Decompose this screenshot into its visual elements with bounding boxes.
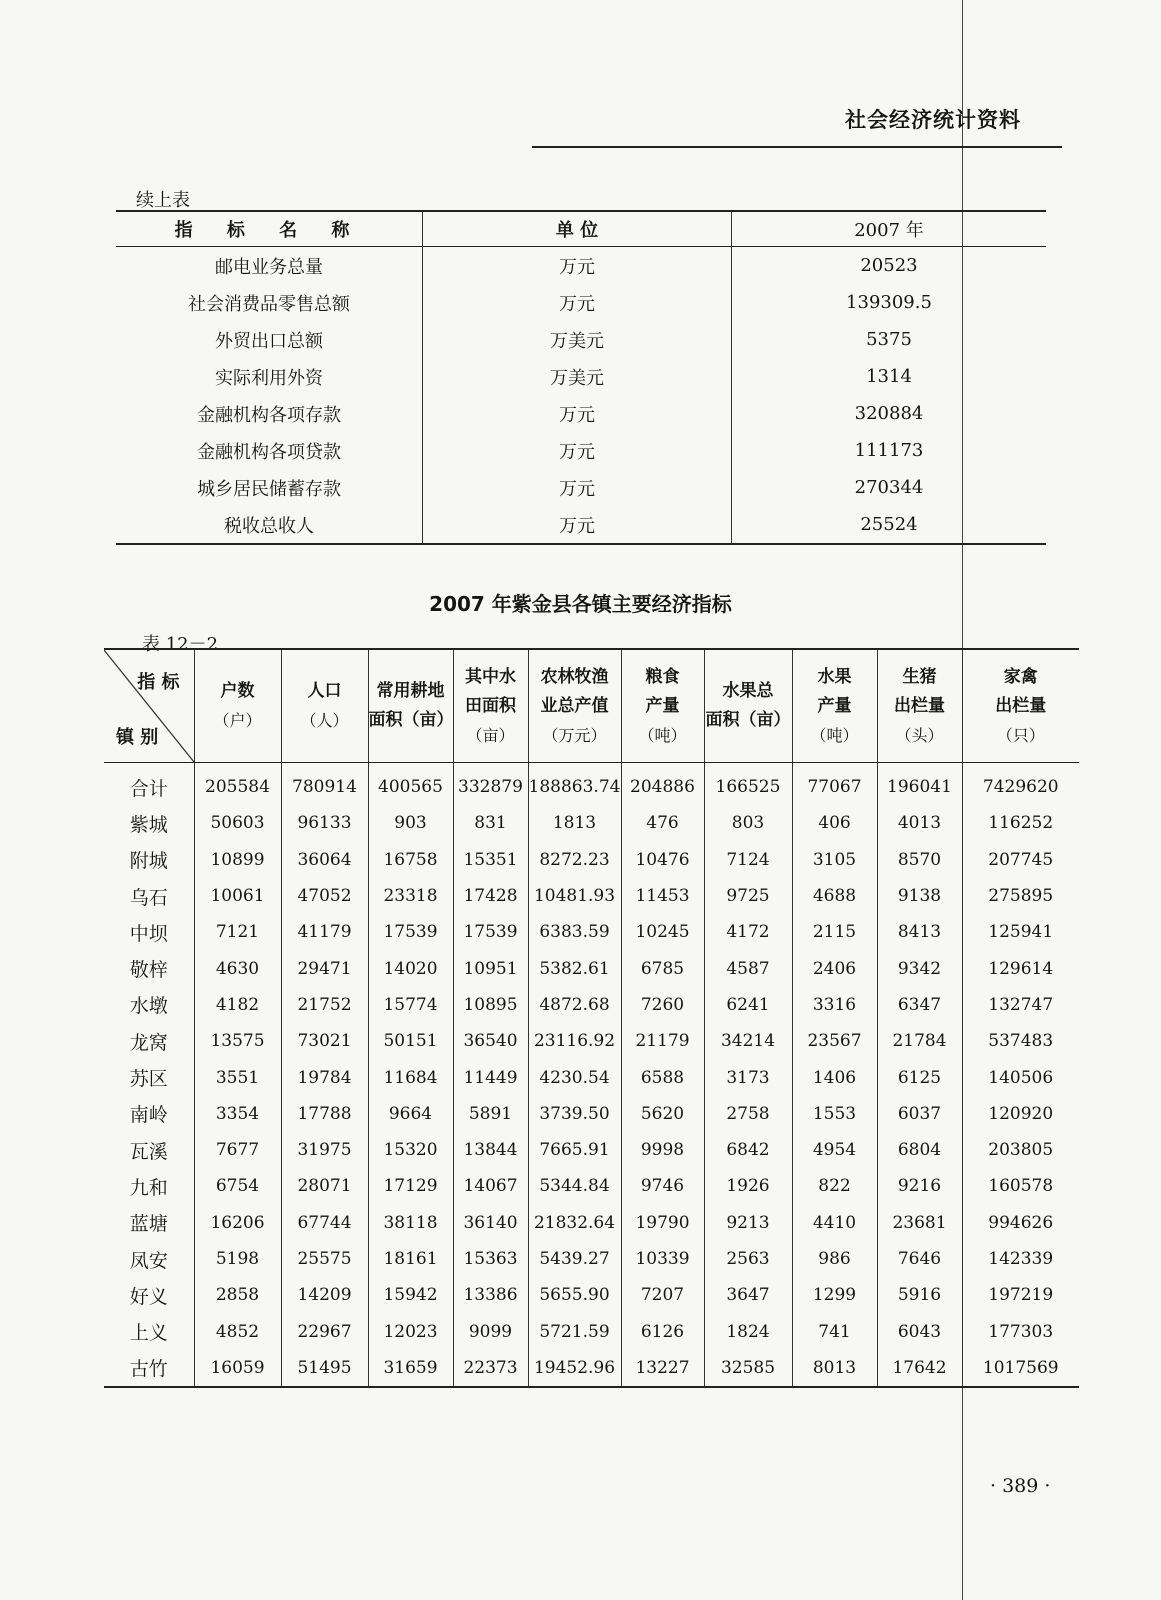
value-cell: 22373 — [453, 1350, 528, 1387]
value-cell: 17642 — [877, 1350, 962, 1387]
corner-label-town: 镇 别 — [116, 727, 159, 748]
value-cell: 21832.64 — [528, 1205, 621, 1241]
value-cell: 6383.59 — [528, 914, 621, 950]
indicator-name-cell: 邮电业务总量 — [215, 256, 323, 278]
value-cell: 6037 — [877, 1096, 962, 1132]
column-header — [621, 649, 704, 763]
value-cell: 31975 — [281, 1132, 368, 1168]
town-name-cell: 上义 — [129, 1322, 168, 1345]
value-cell: 132747 — [962, 987, 1079, 1023]
value-cell: 9342 — [877, 950, 962, 986]
value-cell: 29471 — [281, 950, 368, 986]
town-row — [104, 914, 1079, 950]
town-row — [104, 1023, 1079, 1059]
value-cell: 9664 — [368, 1096, 453, 1132]
value-cell: 1824 — [704, 1313, 792, 1349]
value-cell: 6347 — [877, 987, 962, 1023]
value-cell: 16206 — [194, 1205, 281, 1241]
town-row — [104, 1313, 1079, 1349]
value-cell: 1406 — [792, 1059, 877, 1095]
value-cell: 23681 — [877, 1205, 962, 1241]
town-name-cell: 中坝 — [129, 922, 168, 945]
indicator-row — [116, 284, 1046, 321]
value-cell: 275895 — [962, 878, 1079, 914]
value-cell: 7260 — [621, 987, 704, 1023]
value-cell: 73021 — [281, 1023, 368, 1059]
column-header-line: 人口 — [307, 681, 342, 701]
indicator-name-cell: 金融机构各项存款 — [197, 404, 341, 426]
value-cell: 3551 — [194, 1059, 281, 1095]
value-cell: 5721.59 — [528, 1313, 621, 1349]
value-cell: 13575 — [194, 1023, 281, 1059]
value-cell: 6043 — [877, 1313, 962, 1349]
town-row — [104, 1168, 1079, 1204]
value-cell: 188863.74 — [528, 763, 621, 806]
column-unit: （头） — [895, 725, 944, 745]
value-cell: 9746 — [621, 1168, 704, 1204]
value-cell: 10245 — [621, 914, 704, 950]
town-name-cell: 凤安 — [129, 1249, 168, 1272]
value-cell: 17428 — [453, 878, 528, 914]
value-cell: 1926 — [704, 1168, 792, 1204]
value-cell: 9099 — [453, 1313, 528, 1349]
column-unit: （只） — [996, 725, 1045, 745]
value-cell: 13844 — [453, 1132, 528, 1168]
value-cell: 1299 — [792, 1277, 877, 1313]
unit-cell: 万元 — [423, 247, 732, 285]
indicator-row — [116, 432, 1046, 469]
value-cell: 2115 — [792, 914, 877, 950]
value-cell: 15351 — [453, 842, 528, 878]
town-row — [104, 1350, 1079, 1387]
value-cell: 270344 — [854, 477, 924, 498]
value-cell: 5620 — [621, 1096, 704, 1132]
value-cell: 9725 — [704, 878, 792, 914]
value-cell: 780914 — [281, 763, 368, 806]
town-name-cell: 紫城 — [129, 813, 168, 836]
value-cell: 17539 — [368, 914, 453, 950]
value-cell: 9213 — [704, 1205, 792, 1241]
value-cell: 4630 — [194, 950, 281, 986]
value-cell: 41179 — [281, 914, 368, 950]
value-cell: 10895 — [453, 987, 528, 1023]
column-header — [792, 649, 877, 763]
value-cell: 139309.5 — [846, 292, 932, 313]
value-cell: 17788 — [281, 1096, 368, 1132]
column-header-line: 粮食 — [645, 666, 680, 687]
value-cell: 31659 — [368, 1350, 453, 1387]
unit-cell: 万元 — [423, 469, 732, 506]
value-cell: 2406 — [792, 950, 877, 986]
indicator-name-cell: 外贸出口总额 — [215, 330, 323, 352]
value-cell: 23116.92 — [528, 1023, 621, 1059]
value-cell: 741 — [792, 1313, 877, 1349]
value-cell: 6804 — [877, 1132, 962, 1168]
value-cell: 96133 — [281, 805, 368, 841]
town-row — [104, 878, 1079, 914]
value-cell: 205584 — [194, 763, 281, 806]
value-cell: 9998 — [621, 1132, 704, 1168]
column-header-line: 农林牧渔 — [540, 666, 609, 687]
value-cell: 537483 — [962, 1023, 1079, 1059]
town-row — [104, 1132, 1079, 1168]
indicator-row — [116, 506, 1046, 544]
column-header-line: 常用耕地 — [376, 681, 445, 701]
value-cell: 9138 — [877, 878, 962, 914]
town-name-cell: 南岭 — [129, 1104, 168, 1127]
indicator-name-cell: 税收总收人 — [116, 506, 423, 544]
town-name-cell: 蓝塘 — [129, 1213, 168, 1236]
value-cell: 166525 — [704, 763, 792, 806]
value-cell: 11684 — [368, 1059, 453, 1095]
value-cell: 125941 — [962, 914, 1079, 950]
column-header — [962, 649, 1079, 763]
value-cell: 406 — [792, 805, 877, 841]
value-cell: 4587 — [704, 950, 792, 986]
unit-cell: 万元 — [423, 506, 732, 544]
value-cell: 13386 — [453, 1277, 528, 1313]
continued-label: 续上表 — [136, 190, 190, 211]
value-cell: 129614 — [962, 950, 1079, 986]
value-cell: 10951 — [453, 950, 528, 986]
value-cell: 2563 — [704, 1241, 792, 1277]
value-cell: 4688 — [792, 878, 877, 914]
value-cell: 17539 — [453, 914, 528, 950]
value-cell: 142339 — [962, 1241, 1079, 1277]
indicator-row — [116, 469, 1046, 506]
column-header-line: 水果 — [817, 666, 852, 687]
value-cell: 22967 — [281, 1313, 368, 1349]
header-rule — [532, 146, 1062, 148]
unit-cell: 万美元 — [423, 358, 732, 395]
town-table-header — [104, 649, 1079, 763]
indicator-row — [116, 321, 1046, 358]
value-cell: 11453 — [621, 878, 704, 914]
value-cell: 400565 — [368, 763, 453, 806]
column-header-line: 家禽 — [1003, 666, 1038, 687]
value-cell: 21179 — [621, 1023, 704, 1059]
value-cell: 2858 — [194, 1277, 281, 1313]
value-cell: 994626 — [962, 1205, 1079, 1241]
value-cell: 5198 — [194, 1241, 281, 1277]
value-cell: 476 — [621, 805, 704, 841]
value-cell: 19790 — [621, 1205, 704, 1241]
value-cell: 15320 — [368, 1132, 453, 1168]
value-cell: 7677 — [194, 1132, 281, 1168]
town-name-cell: 好义 — [129, 1285, 168, 1308]
value-cell: 21784 — [877, 1023, 962, 1059]
value-cell: 6125 — [877, 1059, 962, 1095]
town-name-cell: 敬梓 — [129, 959, 168, 982]
value-cell: 1813 — [528, 805, 621, 841]
value-cell: 28071 — [281, 1168, 368, 1204]
value-cell: 7121 — [194, 914, 281, 950]
unit-cell: 万元 — [423, 395, 732, 432]
value-cell: 116252 — [962, 805, 1079, 841]
column-header-line: 出栏量 — [894, 695, 945, 716]
town-row — [104, 1277, 1079, 1313]
value-cell: 6754 — [194, 1168, 281, 1204]
value-cell: 6241 — [704, 987, 792, 1023]
town-row — [104, 1059, 1079, 1095]
unit-cell: 万元 — [423, 432, 732, 469]
town-name-cell: 苏区 — [129, 1068, 168, 1091]
value-cell: 8570 — [877, 842, 962, 878]
town-name-cell: 合计 — [129, 777, 168, 800]
column-header-line: 面积（亩） — [705, 710, 791, 730]
value-cell: 7646 — [877, 1241, 962, 1277]
value-cell: 207745 — [962, 842, 1079, 878]
value-cell: 3316 — [792, 987, 877, 1023]
value-cell: 11449 — [453, 1059, 528, 1095]
indicator-name-cell: 实际利用外资 — [215, 367, 323, 389]
indicator-table — [116, 210, 1046, 545]
value-cell: 7429620 — [962, 763, 1079, 806]
column-header-line: 面积（亩） — [368, 710, 454, 730]
value-cell: 15363 — [453, 1241, 528, 1277]
value-cell: 4852 — [194, 1313, 281, 1349]
value-cell: 120920 — [962, 1096, 1079, 1132]
value-cell: 16059 — [194, 1350, 281, 1387]
value-cell: 4172 — [704, 914, 792, 950]
table-number-label: 表 12－2 — [142, 634, 219, 655]
value-cell: 23318 — [368, 878, 453, 914]
column-unit: （人） — [300, 711, 349, 730]
value-cell: 32585 — [704, 1350, 792, 1387]
column-header — [281, 649, 368, 763]
town-row — [104, 763, 1079, 806]
column-header-line: 产量 — [645, 695, 680, 716]
town-row — [104, 1205, 1079, 1241]
indicator-row — [116, 358, 1046, 395]
town-row — [104, 1096, 1079, 1132]
unit-cell: 万元 — [423, 284, 732, 321]
value-cell: 7207 — [621, 1277, 704, 1313]
value-cell: 4872.68 — [528, 987, 621, 1023]
value-cell: 15942 — [368, 1277, 453, 1313]
value-cell: 21752 — [281, 987, 368, 1023]
value-cell: 18161 — [368, 1241, 453, 1277]
value-cell: 3354 — [194, 1096, 281, 1132]
value-cell: 7665.91 — [528, 1132, 621, 1168]
column-unit: （万元） — [542, 725, 607, 745]
value-cell: 4410 — [792, 1205, 877, 1241]
value-cell: 5375 — [866, 329, 912, 350]
column-header — [704, 649, 792, 763]
value-cell: 10061 — [194, 878, 281, 914]
column-unit: （吨） — [638, 725, 687, 745]
value-cell: 2758 — [704, 1096, 792, 1132]
value-cell: 20523 — [860, 255, 918, 276]
column-header-line: 户数 — [220, 681, 255, 701]
value-cell: 23567 — [792, 1023, 877, 1059]
value-cell: 5382.61 — [528, 950, 621, 986]
value-cell: 7124 — [704, 842, 792, 878]
column-header-line: 产量 — [817, 695, 852, 716]
indicator-name-cell: 金融机构各项贷款 — [197, 441, 341, 463]
column-header-line: 其中水 — [465, 666, 516, 687]
value-cell: 320884 — [854, 403, 924, 424]
value-cell: 47052 — [281, 878, 368, 914]
column-header — [528, 649, 621, 763]
column-header — [368, 649, 453, 763]
value-cell: 903 — [368, 805, 453, 841]
column-header-line: 出栏量 — [995, 695, 1047, 716]
page-number: · 389 · — [990, 1475, 1051, 1497]
column-header — [877, 649, 962, 763]
value-cell: 13227 — [621, 1350, 704, 1387]
value-cell: 10476 — [621, 842, 704, 878]
value-cell: 25524 — [732, 506, 1047, 544]
value-cell: 1553 — [792, 1096, 877, 1132]
value-cell: 25575 — [281, 1241, 368, 1277]
column-header-line: 生猪 — [902, 666, 937, 687]
value-cell: 5916 — [877, 1277, 962, 1313]
value-cell: 36140 — [453, 1205, 528, 1241]
town-name-cell: 水墩 — [129, 995, 168, 1018]
value-cell: 1017569 — [962, 1350, 1079, 1387]
value-cell: 14067 — [453, 1168, 528, 1204]
value-cell: 17129 — [368, 1168, 453, 1204]
value-cell: 160578 — [962, 1168, 1079, 1204]
town-name-cell: 九和 — [129, 1176, 168, 1199]
town-name-cell: 瓦溪 — [129, 1140, 168, 1163]
value-cell: 1314 — [866, 366, 912, 387]
value-cell: 67744 — [281, 1205, 368, 1241]
value-cell: 196041 — [877, 763, 962, 806]
value-cell: 3173 — [704, 1059, 792, 1095]
value-cell: 177303 — [962, 1313, 1079, 1349]
value-cell: 50151 — [368, 1023, 453, 1059]
indicator-name-cell: 城乡居民储蓄存款 — [197, 478, 341, 500]
town-name-cell: 乌石 — [129, 886, 168, 909]
value-cell: 6785 — [621, 950, 704, 986]
town-row — [104, 842, 1079, 878]
value-cell: 34214 — [704, 1023, 792, 1059]
value-cell: 12023 — [368, 1313, 453, 1349]
town-indicators-table — [104, 648, 1079, 1388]
town-name-cell: 龙窝 — [129, 1031, 168, 1054]
value-cell: 6126 — [621, 1313, 704, 1349]
value-cell: 4230.54 — [528, 1059, 621, 1095]
value-cell: 19784 — [281, 1059, 368, 1095]
value-cell: 3105 — [792, 842, 877, 878]
value-cell: 986 — [792, 1241, 877, 1277]
column-header-line: 业总产值 — [540, 695, 609, 716]
value-cell: 38118 — [368, 1205, 453, 1241]
header-indicator-name: 指 标 名 称 — [116, 211, 423, 247]
value-cell: 51495 — [281, 1350, 368, 1387]
value-cell: 10481.93 — [528, 878, 621, 914]
value-cell: 14020 — [368, 950, 453, 986]
column-unit: （亩） — [466, 725, 515, 745]
header-year: 2007 年 — [732, 211, 1047, 247]
value-cell: 14209 — [281, 1277, 368, 1313]
column-unit: （吨） — [810, 725, 859, 745]
value-cell: 16758 — [368, 842, 453, 878]
value-cell: 15774 — [368, 987, 453, 1023]
value-cell: 4013 — [877, 805, 962, 841]
column-header-line: 水果总 — [722, 681, 774, 701]
indicator-row — [116, 247, 1046, 285]
value-cell: 10339 — [621, 1241, 704, 1277]
header-unit: 单 位 — [423, 211, 732, 247]
column-header — [194, 649, 281, 763]
unit-cell: 万美元 — [423, 321, 732, 358]
value-cell: 3647 — [704, 1277, 792, 1313]
value-cell: 4954 — [792, 1132, 877, 1168]
value-cell: 197219 — [962, 1277, 1079, 1313]
value-cell: 36064 — [281, 842, 368, 878]
town-name-cell: 附城 — [129, 850, 168, 873]
value-cell: 8013 — [792, 1350, 877, 1387]
town-name-cell: 古竹 — [104, 1350, 194, 1387]
value-cell: 111173 — [854, 440, 924, 461]
value-cell: 822 — [792, 1168, 877, 1204]
indicator-table-header — [116, 211, 1046, 247]
value-cell: 50603 — [194, 805, 281, 841]
running-header: 社会经济统计资料 — [845, 108, 1021, 132]
value-cell: 19452.96 — [528, 1350, 621, 1387]
value-cell: 5655.90 — [528, 1277, 621, 1313]
column-header — [453, 649, 528, 763]
value-cell: 8272.23 — [528, 842, 621, 878]
value-cell: 36540 — [453, 1023, 528, 1059]
section-title: 2007 年紫金县各镇主要经济指标 — [429, 592, 732, 616]
town-row — [104, 1241, 1079, 1277]
value-cell: 803 — [704, 805, 792, 841]
column-header-line: 田面积 — [465, 695, 516, 716]
value-cell: 10899 — [194, 842, 281, 878]
value-cell: 332879 — [453, 763, 528, 806]
town-row — [104, 805, 1079, 841]
town-row — [104, 987, 1079, 1023]
indicator-row — [116, 395, 1046, 432]
value-cell: 6588 — [621, 1059, 704, 1095]
corner-label-indicator: 指 标 — [137, 672, 180, 693]
corner-header-cell — [104, 649, 194, 763]
value-cell: 5891 — [453, 1096, 528, 1132]
value-cell: 8413 — [877, 914, 962, 950]
value-cell: 3739.50 — [528, 1096, 621, 1132]
value-cell: 5344.84 — [528, 1168, 621, 1204]
value-cell: 4182 — [194, 987, 281, 1023]
value-cell: 203805 — [962, 1132, 1079, 1168]
indicator-name-cell: 社会消费品零售总额 — [188, 293, 350, 315]
town-row — [104, 950, 1079, 986]
value-cell: 5439.27 — [528, 1241, 621, 1277]
value-cell: 831 — [453, 805, 528, 841]
value-cell: 9216 — [877, 1168, 962, 1204]
column-unit: （户） — [213, 711, 262, 730]
value-cell: 204886 — [621, 763, 704, 806]
value-cell: 77067 — [792, 763, 877, 806]
value-cell: 6842 — [704, 1132, 792, 1168]
value-cell: 140506 — [962, 1059, 1079, 1095]
